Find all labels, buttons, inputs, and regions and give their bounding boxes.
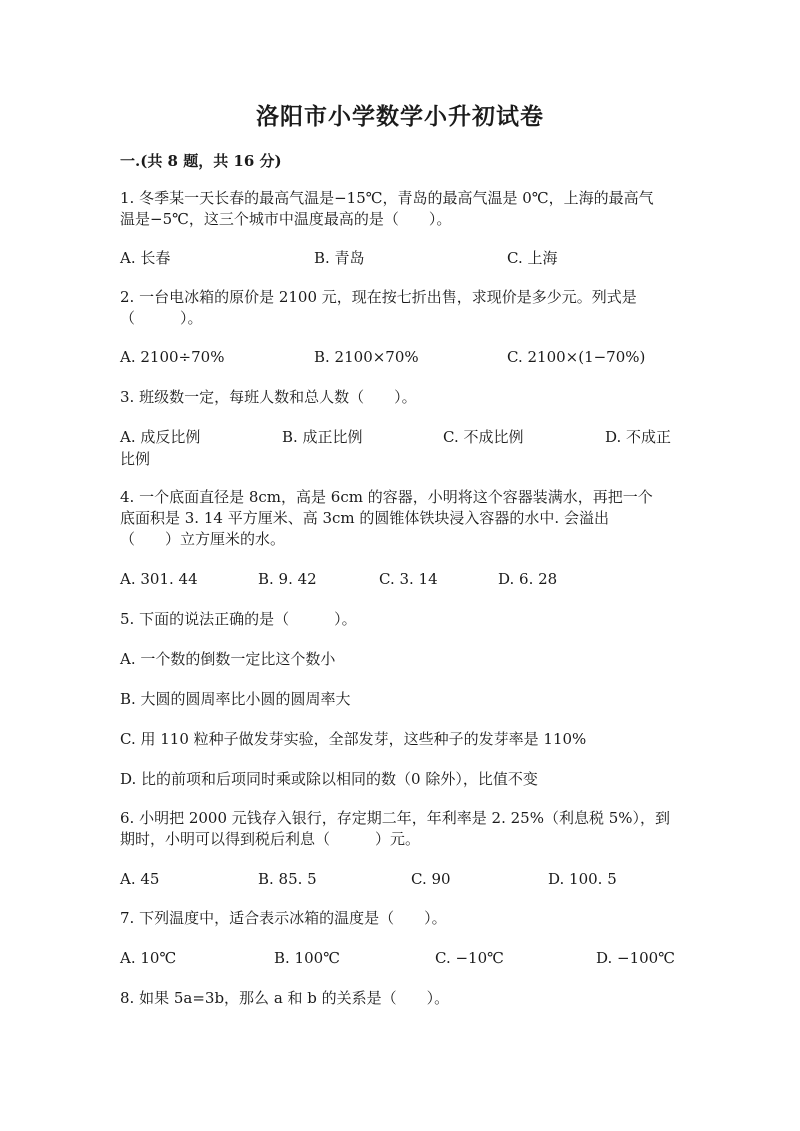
question-4-line-2: 底面积是 3. 14 平方厘米、高 3cm 的圆锥体铁块浸入容器的水中. 会溢出 <box>120 509 609 527</box>
question-6-option-d: D. 100. 5 <box>548 870 617 888</box>
section-heading: 一.(共 8 题，共 16 分) <box>120 152 282 170</box>
question-1-line-2: 温是−5℃，这三个城市中温度最高的是（ ）。 <box>120 210 452 228</box>
question-6-option-a: A. 45 <box>120 870 160 888</box>
question-3-option-d-wrap: 比例 <box>120 450 151 468</box>
question-2 <box>120 287 680 329</box>
question-6-option-b: B. 85. 5 <box>258 870 317 888</box>
question-6-line-2: 期时，小明可以得到税后利息（ ）元。 <box>120 830 421 848</box>
question-2-option-c: C. 2100×(1−70%) <box>507 348 646 366</box>
question-1-option-b: B. 青岛 <box>314 249 365 267</box>
question-5-option-d: D. 比的前项和后项同时乘或除以相同的数（0 除外），比值不变 <box>120 770 538 788</box>
question-1-option-c: C. 上海 <box>507 249 558 267</box>
question-5-option-a: A. 一个数的倒数一定比这个数小 <box>120 650 336 668</box>
question-8 <box>120 988 680 1009</box>
question-6 <box>120 808 680 850</box>
question-2-option-b: B. 2100×70% <box>314 348 419 366</box>
question-6-option-c: C. 90 <box>411 870 451 888</box>
question-3-option-b: B. 成正比例 <box>282 428 363 446</box>
question-2-line-1: 2. 一台电冰箱的原价是 2100 元，现在按七折出售，求现价是多少元。列式是 <box>120 288 637 306</box>
question-6-line-1: 6. 小明把 2000 元钱存入银行，存定期二年，年利率是 2. 25%（利息税 5%），到 <box>120 809 671 827</box>
question-7-option-c: C. −10℃ <box>435 949 504 967</box>
question-4-option-b: B. 9. 42 <box>258 570 317 588</box>
question-4 <box>120 487 680 550</box>
question-1 <box>120 188 680 230</box>
question-4-option-c: C. 3. 14 <box>379 570 438 588</box>
question-3-option-c: C. 不成比例 <box>443 428 524 446</box>
question-5-line-1: 5. 下面的说法正确的是（ ）。 <box>120 610 357 628</box>
question-8-line-1: 8. 如果 5a=3b，那么 a 和 b 的关系是（ ）。 <box>120 989 450 1007</box>
question-3-option-a: A. 成反比例 <box>120 428 201 446</box>
question-2-option-a: A. 2100÷70% <box>120 348 225 366</box>
question-3-option-d: D. 不成正 <box>605 428 672 446</box>
question-7-option-b: B. 100℃ <box>274 949 340 967</box>
question-1-option-a: A. 长春 <box>120 249 171 267</box>
question-4-line-1: 4. 一个底面直径是 8cm，高是 6cm 的容器，小明将这个容器装满水，再把一个 <box>120 488 653 506</box>
question-3-line-1: 3. 班级数一定，每班人数和总人数（ ）。 <box>120 388 417 406</box>
question-7 <box>120 908 680 929</box>
question-7-line-1: 7. 下列温度中，适合表示冰箱的温度是（ ）。 <box>120 909 447 927</box>
page-title: 洛阳市小学数学小升初试卷 <box>256 103 544 130</box>
question-2-line-2: （ ）。 <box>120 309 203 327</box>
question-4-option-d: D. 6. 28 <box>498 570 558 588</box>
question-7-option-d: D. −100℃ <box>596 949 676 967</box>
question-4-option-a: A. 301. 44 <box>120 570 198 588</box>
question-5-option-b: B. 大圆的圆周率比小圆的圆周率大 <box>120 690 351 708</box>
question-1-line-1: 1. 冬季某一天长春的最高气温是−15℃，青岛的最高气温是 0℃，上海的最高气 <box>120 189 654 207</box>
question-5 <box>120 609 680 630</box>
question-7-option-a: A. 10℃ <box>120 949 177 967</box>
question-3 <box>120 387 680 408</box>
question-4-line-3: （ ）立方厘米的水。 <box>120 530 286 548</box>
question-5-option-c: C. 用 110 粒种子做发芽实验，全部发芽，这些种子的发芽率是 110% <box>120 730 587 748</box>
